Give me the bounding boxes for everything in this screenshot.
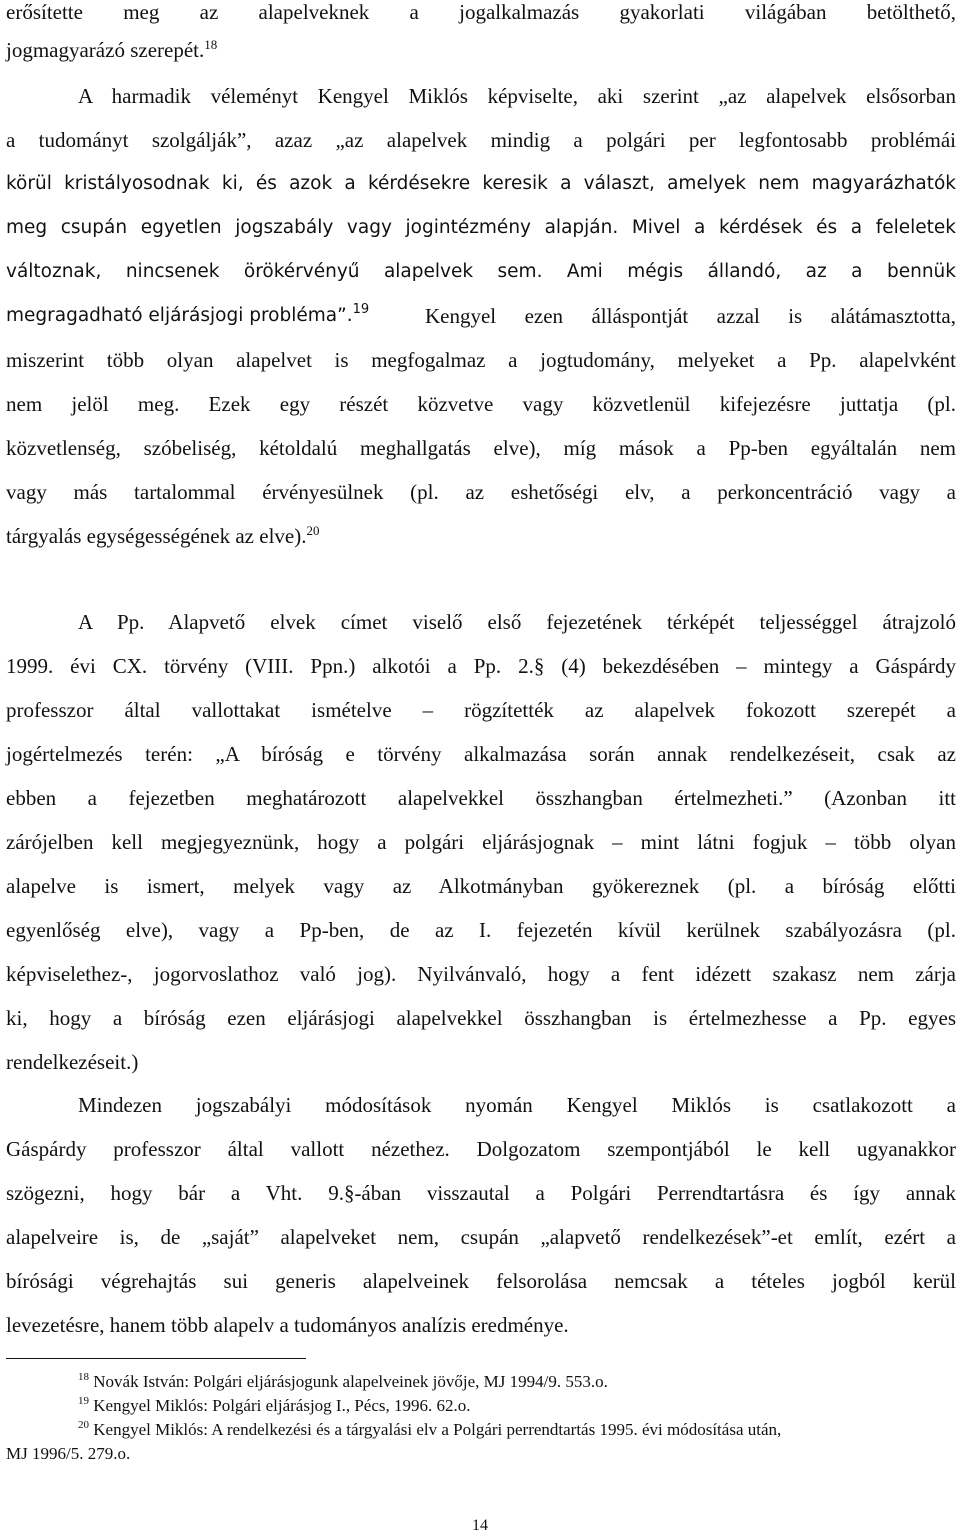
text-line: ebben a fejezetben meghatározott alapelvekkel összhangban értelmezheti.” (Azonban itt (6, 786, 956, 810)
text-line: jogértelmezés terén: „A bíróság e törvény alkalmazása során annak rendelkezéseit, csak az (6, 742, 956, 766)
footnote-number: 20 (78, 1419, 89, 1431)
footnote (6, 1396, 956, 1416)
footnote-number: 19 (78, 1395, 89, 1407)
footnote (6, 1372, 956, 1392)
footnote-text: Kengyel Miklós: Polgári eljárásjog I., Pécs, 1996. 62.o. (93, 1396, 471, 1415)
text-span: jogmagyarázó szerepét. (6, 38, 205, 62)
text-line: vagy más tartalommal érvényesülnek (pl. az eshetőségi elv, a perkoncentráció vagy a (6, 480, 956, 504)
text-line: 1999. évi CX. törvény (VIII. Ppn.) alkotói a Pp. 2.§ (4) bekezdésében – mintegy a Gáspárdy (6, 654, 956, 678)
text-line: Mindezen jogszabályi módosítások nyomán Kengyel Miklós is csatlakozott a (78, 1093, 956, 1117)
text-line: zárójelben kell megjegyeznünk, hogy a polgári eljárásjognak – mint látni fogjuk – több olyan (6, 830, 956, 854)
text-line: szögezni, hogy bár a Vht. 9.§-ában visszautal a Polgári Perrendtartásra és így annak (6, 1181, 956, 1205)
footnote (6, 1420, 956, 1440)
footnote-ref: 18 (204, 37, 218, 52)
text-span: megragadható eljárásjogi probléma”. (6, 305, 353, 326)
text-line: alapelve is ismert, melyek vagy az Alkotmányban gyökereznek (pl. a bíróság előtti (6, 874, 956, 898)
text-line: képviselethez-, jogorvoslathoz való jog). Nyilvánvaló, hogy a fent idézett szakasz nem zárja (6, 962, 956, 986)
text-line: változnak, nincsenek örökérvényű alapelvek sem. Ami mégis állandó, az a bennük (6, 261, 956, 282)
text-line: közvetlenség, szóbeliség, kétoldalú meghallgatás elve), míg mások a Pp-ben egyáltalán nem (6, 436, 956, 460)
footnote-text: Kengyel Miklós: A rendelkezési és a tárgyalási elv a Polgári perrendtartás 1995. évi módosítása után, (93, 1420, 782, 1439)
text-span: tárgyalás egységességének az elve). (6, 524, 307, 548)
text-line: körül kristályosodnak ki, és azok a kérdésekre keresik a választ, amelyek nem magyarázhatók (6, 173, 956, 194)
footnote-divider (6, 1358, 306, 1359)
text-line: nem jelöl meg. Ezek egy részét közvetve vagy közvetlenül kifejezésre juttatja (pl. (6, 392, 956, 416)
page-number: 14 (472, 1517, 488, 1534)
text-line: erősítette meg az alapelveknek a jogalkalmazás gyakorlati világában betölthető, (6, 0, 956, 24)
text-line (6, 38, 956, 62)
footnote-text: Novák István: Polgári eljárásjogunk alapelveinek jövője, MJ 1994/9. 553.o. (93, 1372, 608, 1391)
footnote-ref: 19 (352, 302, 370, 317)
text-line: meg csupán egyetlen jogszabály vagy jogintézmény alapján. Mivel a kérdések és a feleletek (6, 217, 956, 238)
text-line: Gáspárdy professzor által vallott nézethez. Dolgozatom szempontjából le kell ugyanakkor (6, 1137, 956, 1161)
text-line: miszerint több olyan alapelvet is megfogalmaz a jogtudomány, melyeket a Pp. alapelvként (6, 348, 956, 372)
text-line: A Pp. Alapvető elvek címet viselő első fejezetének térképét teljességgel átrajzoló (78, 610, 956, 634)
footnote-continuation (6, 1444, 956, 1464)
footnote-number: 18 (78, 1371, 89, 1383)
text-line: professzor által vallottakat ismételve – rögzítették az alapelvek fokozott szerepét a (6, 698, 956, 722)
footnote-text: MJ 1996/5. 279.o. (6, 1444, 131, 1463)
text-line: rendelkezéseit.) (6, 1050, 139, 1074)
text-line: Kengyel ezen álláspontját azzal is alátámasztotta, (425, 304, 956, 328)
text-line (6, 524, 956, 548)
text-line (6, 304, 406, 328)
text-line: bírósági végrehajtás sui generis alapelveinek felsorolása nemcsak a tételes jogból kerül (6, 1269, 956, 1293)
text-line: egyenlőség elve), vagy a Pp-ben, de az I. fejezetén kívül kerülnek szabályozásra (pl. (6, 918, 956, 942)
text-line: ki, hogy a bíróság ezen eljárásjogi alapelvekkel összhangban is értelmezhesse a Pp. egyes (6, 1006, 956, 1030)
text-line: levezetésre, hanem több alapelv a tudományos analízis eredménye. (6, 1313, 569, 1337)
text-line: alapelveire is, de „saját” alapelveket nem, csupán „alapvető rendelkezések”-et említ, ezért a (6, 1225, 956, 1249)
text-line: a tudományt szolgálják”, azaz „az alapelvek mindig a polgári per legfontosabb problémái (6, 128, 956, 152)
text-line: A harmadik véleményt Kengyel Miklós képviselte, aki szerint „az alapelvek elsősorban (78, 84, 956, 108)
footnote-ref: 20 (306, 523, 320, 538)
